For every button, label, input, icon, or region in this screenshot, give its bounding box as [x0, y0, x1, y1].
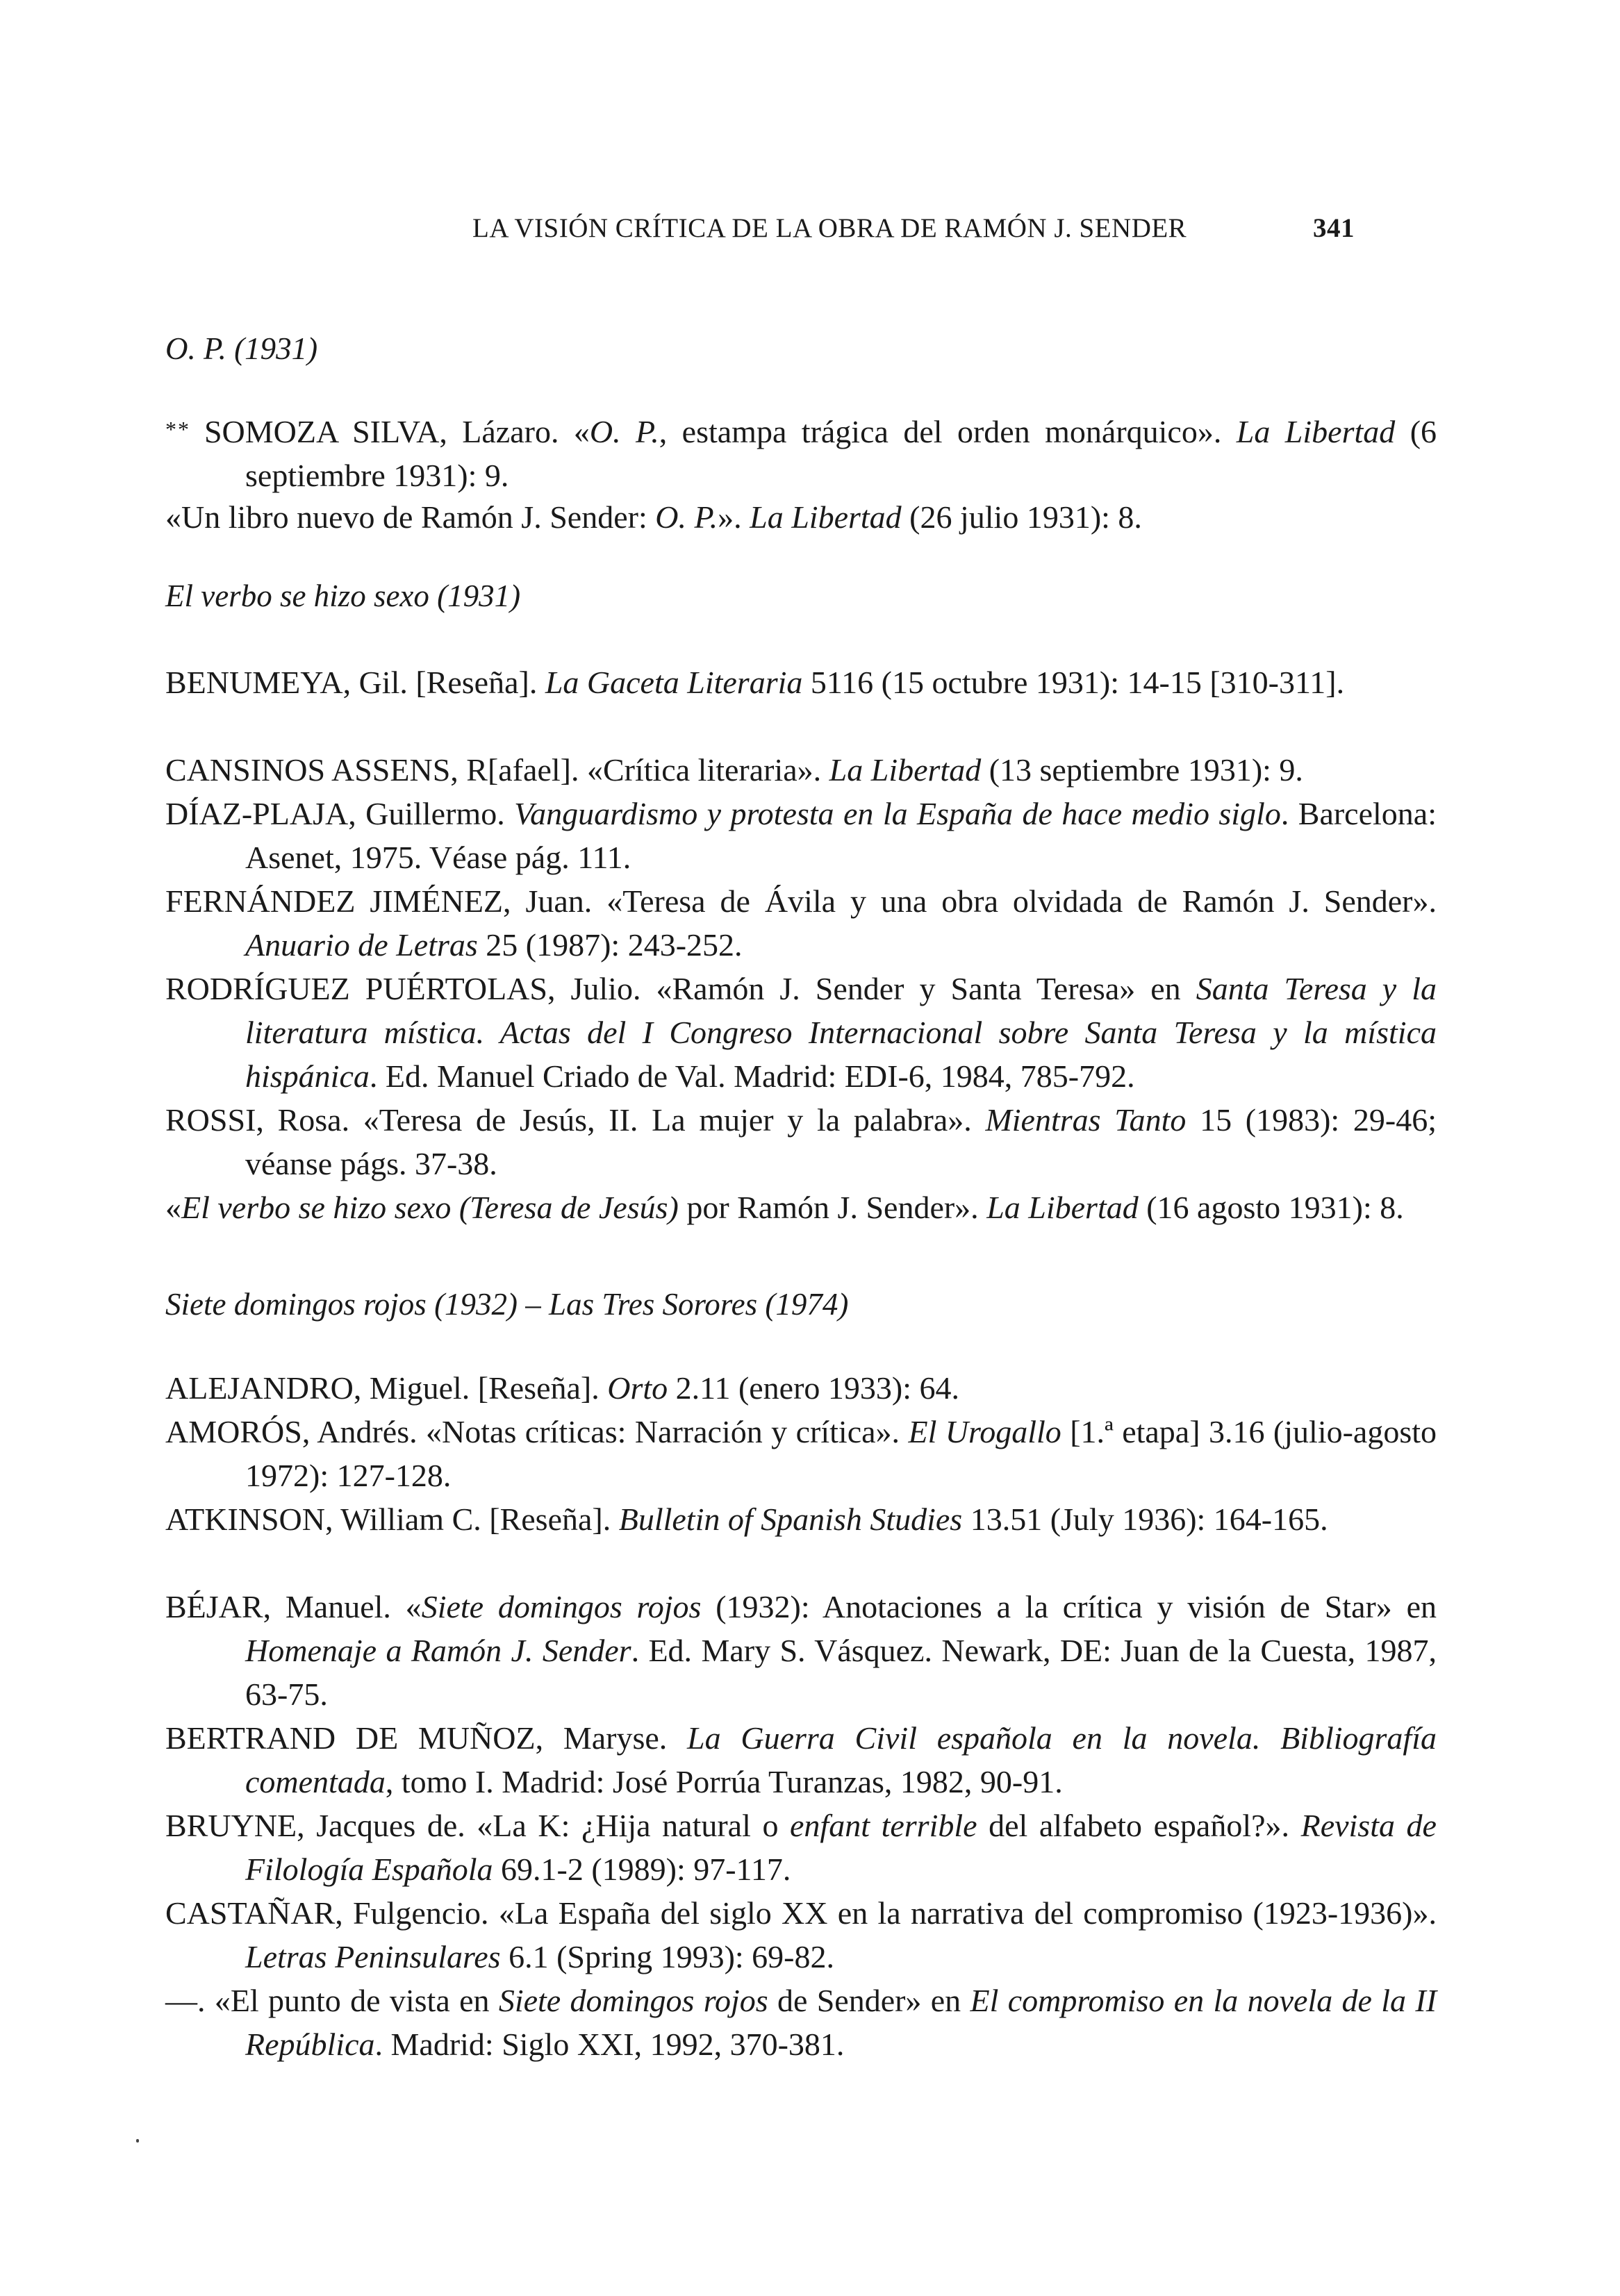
entry-text: . Ed. Manuel Criado de Val. Madrid: EDI-6, 1984, 785-792. — [369, 1058, 1135, 1094]
entry-text: 69.1-2 (1989): 97-117. — [493, 1852, 791, 1887]
entry-text: , tomo I. Madrid: José Porrúa Turanzas, 1982, 90-91. — [385, 1764, 1063, 1799]
entry-text: , Miguel. [Reseña]. — [353, 1370, 608, 1406]
bibliography-entry — [165, 408, 1437, 497]
entry-text: , Guillermo. — [348, 796, 515, 831]
entry-text: 2.11 (enero 1933): 64. — [668, 1370, 960, 1406]
entry-text: «Un libro nuevo de Ramón J. Sender: — [165, 499, 656, 535]
author-name: BENUMEYA — [165, 665, 343, 700]
publication-title: La Libertad — [750, 499, 902, 535]
bibliography-entry — [165, 1497, 1437, 1541]
work-title: Vanguardismo y protesta en la España de hace medio siglo — [514, 796, 1281, 831]
bibliography-entry — [165, 1979, 1437, 2066]
entry-text: , Manuel. « — [263, 1589, 422, 1624]
publication-title: Orto — [607, 1370, 668, 1406]
section-heading-verbo: El verbo se hizo sexo (1931) — [165, 579, 521, 613]
entry-text: , Rosa. «Teresa de Jesús, II. La mujer y la palabra». — [256, 1102, 986, 1138]
entry-text: , Juan. «Teresa de Ávila y una obra olvidada de Ramón J. Sender». — [503, 883, 1437, 919]
bibliography-entry — [165, 1716, 1437, 1804]
entry-text: [1.ª etapa] 3.16 (julio-agosto 1972): 127-128. — [245, 1414, 1437, 1493]
running-header — [472, 213, 1355, 244]
entry-text: , Lázaro. « — [439, 414, 590, 449]
entry-text: . Barcelona: Asenet, 1975. Véase pág. 111. — [245, 796, 1437, 875]
entry-text: . Ed. Mary S. Vásquez. Newark, DE: Juan de la Cuesta, 1987, 63-75. — [245, 1633, 1437, 1712]
publication-title: Revista de Filología Española — [245, 1808, 1437, 1887]
running-title: LA VISIÓN CRÍTICA DE LA OBRA DE RAMÓN J. SENDER — [472, 213, 1187, 243]
entry-text: (6 septiembre 1931): 9. — [245, 414, 1437, 493]
entry-text: , estampa trágica del orden monárquico». — [659, 414, 1237, 449]
author-name: BERTRAND DE MUÑOZ — [165, 1720, 536, 1756]
work-title: Santa Teresa y la literatura mística. Actas del I Congreso Internacional sobre Santa Teresa y la mística hispánica — [245, 971, 1437, 1094]
entry-text: 5116 (15 octubre 1931): 14-15 [310-311]. — [802, 665, 1345, 700]
entry-text: (26 julio 1931): 8. — [901, 499, 1142, 535]
entry-text: 6.1 (Spring 1993): 69-82. — [500, 1939, 834, 1974]
work-title: Siete domingos rojos — [421, 1589, 702, 1624]
bibliography-entry — [165, 1186, 1437, 1229]
author-name: SOMOZA SILVA — [204, 414, 440, 449]
bibliography-entry — [165, 660, 1437, 704]
entry-text: de Sender» en — [768, 1983, 970, 2018]
bibliography-entry — [165, 1804, 1437, 1891]
author-name: FERNÁNDEZ JIMÉNEZ — [165, 883, 504, 919]
bibliography-entry — [165, 1366, 1437, 1410]
bibliography-entry — [165, 967, 1437, 1098]
publication-title: El Urogallo — [908, 1414, 1061, 1449]
publication-title: La Gaceta Literaria — [545, 665, 803, 700]
bibliography-entry — [165, 1098, 1437, 1186]
double-asterisk-marker: ** — [165, 417, 204, 442]
bibliography-entry — [165, 1891, 1437, 1979]
entry-text: , Jacques de. «La K: ¿Hija natural o — [297, 1808, 791, 1843]
entry-text: 25 (1987): 243-252. — [477, 927, 743, 963]
entry-text: . Madrid: Siglo XXI, 1992, 370-381. — [374, 2027, 845, 2062]
entry-text: (16 agosto 1931): 8. — [1138, 1190, 1404, 1225]
bibliography-entry — [165, 1410, 1437, 1497]
entry-text: « — [165, 1190, 181, 1225]
author-name: AMORÓS — [165, 1414, 302, 1449]
section-heading-siete-domingos: Siete domingos rojos (1932) – Las Tres Sorores (1974) — [165, 1287, 849, 1322]
scan-speck — [136, 2139, 139, 2143]
entry-text: , R[afael]. «Crítica literaria». — [450, 752, 829, 788]
author-name: RODRÍGUEZ PUÉRTOLAS — [165, 971, 547, 1006]
work-title: O. P. — [589, 414, 659, 449]
entry-text: , Julio. «Ramón J. Sender y Santa Teresa» en — [547, 971, 1196, 1006]
entry-text: , Gil. [Reseña]. — [342, 665, 545, 700]
author-name: CANSINOS ASSENS — [165, 752, 451, 788]
publication-title: Letras Peninsulares — [245, 1939, 501, 1974]
entry-text: , Maryse. — [535, 1720, 688, 1756]
entry-text: ». — [718, 499, 750, 535]
work-title: enfant terrible — [790, 1808, 977, 1843]
author-name: ALEJANDRO — [165, 1370, 354, 1406]
publication-title: La Libertad — [829, 752, 982, 788]
author-name: ROSSI — [165, 1102, 256, 1138]
entry-text: del alfabeto español?». — [977, 1808, 1301, 1843]
page-number: 341 — [1313, 213, 1355, 243]
author-name: DÍAZ-PLAJA — [165, 796, 349, 831]
entry-text: , Fulgencio. «La España del siglo XX en la narrativa del compromiso (1923-1936)». — [335, 1895, 1437, 1931]
entry-text: (13 septiembre 1931): 9. — [981, 752, 1303, 788]
bibliography-entry — [165, 1585, 1437, 1716]
work-title: La Guerra Civil española en la novela. Bibliografía comentada — [245, 1720, 1437, 1799]
book-title: El compromiso en la novela de la II República — [245, 1983, 1437, 2062]
entry-text: —. «El punto de vista en — [165, 1983, 499, 2018]
publication-title: La Libertad — [986, 1190, 1139, 1225]
publication-title: Mientras Tanto — [985, 1102, 1187, 1138]
bibliography-entry — [165, 748, 1437, 792]
author-name: CASTAÑAR — [165, 1895, 336, 1931]
bibliography-entry — [165, 879, 1437, 967]
bibliography-entry — [165, 495, 1437, 539]
publication-title: Homenaje a Ramón J. Sender — [245, 1633, 631, 1668]
entry-text: por Ramón J. Sender». — [678, 1190, 987, 1225]
work-title: Siete domingos rojos — [498, 1983, 768, 2018]
entry-text: , Andrés. «Notas críticas: Narración y crítica». — [301, 1414, 909, 1449]
entry-text: 13.51 (July 1936): 164-165. — [962, 1501, 1328, 1537]
publication-title: La Libertad — [1236, 414, 1396, 449]
bibliography-entry — [165, 792, 1437, 879]
publication-title: Anuario de Letras — [245, 927, 478, 963]
work-title: O. P. — [655, 499, 718, 535]
author-name: ATKINSON — [165, 1501, 325, 1537]
author-name: BRUYNE — [165, 1808, 297, 1843]
section-heading-op: O. P. (1931) — [165, 331, 318, 366]
author-name: BÉJAR — [165, 1589, 263, 1624]
publication-title: Bulletin of Spanish Studies — [618, 1501, 963, 1537]
entry-text: , William C. [Reseña]. — [325, 1501, 619, 1537]
entry-text: 15 (1983): 29-46; véanse págs. 37-38. — [245, 1102, 1437, 1181]
work-title: El verbo se hizo sexo (Teresa de Jesús) — [181, 1190, 679, 1225]
entry-text: (1932): Anotaciones a la crítica y visión de Star» en — [701, 1589, 1437, 1624]
